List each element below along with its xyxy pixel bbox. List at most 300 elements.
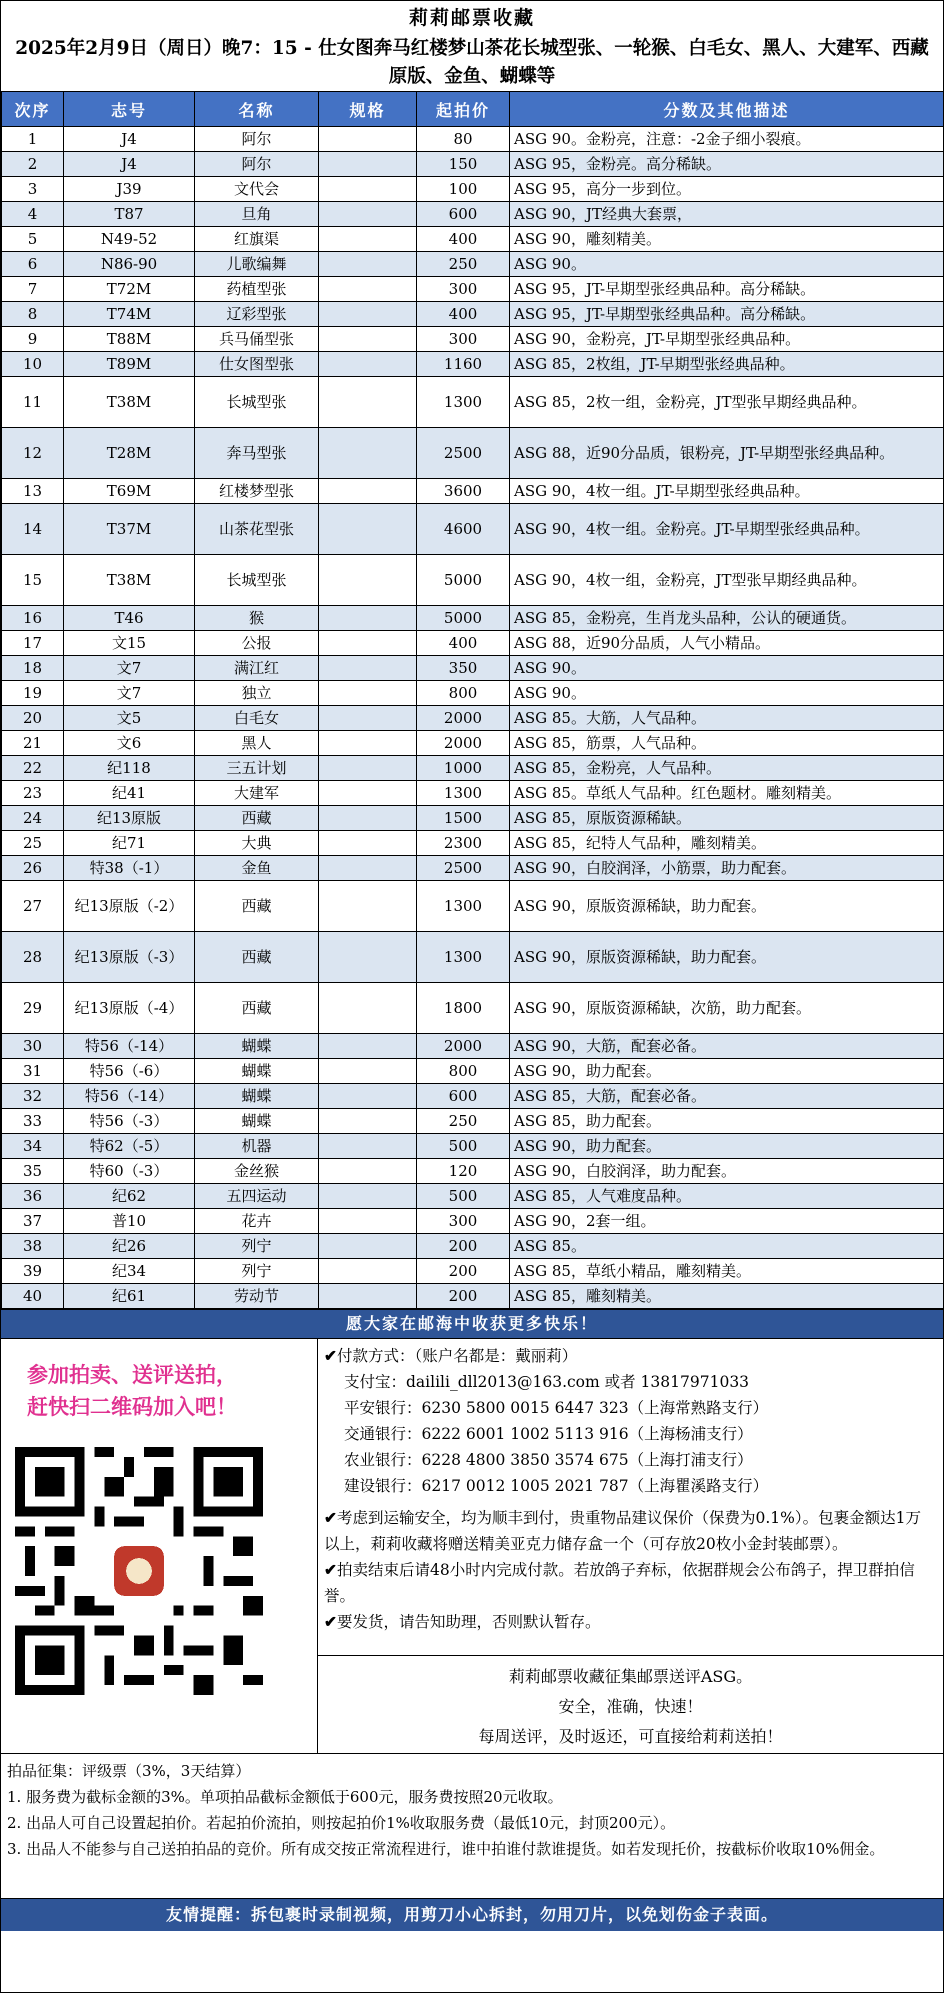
cell-spec [319, 1134, 417, 1159]
cell-spec [319, 127, 417, 152]
terms-line: 3. 出品人不能参与自己送拍拍品的竞价。所有成交按正常流程进行，谁中拍谁付款谁提货。如若发现托价，按截标价收取10%佣金。 [7, 1840, 885, 1858]
consignment-terms [1, 1753, 943, 1898]
cell-price: 4600 [417, 504, 510, 555]
cell-no: 28 [2, 932, 64, 983]
cell-name: 大建军 [195, 781, 319, 806]
table-row [2, 1259, 944, 1284]
cell-spec [319, 277, 417, 302]
cell-no: 20 [2, 706, 64, 731]
check-icon: ✔ [324, 1612, 337, 1631]
cell-price: 100 [417, 177, 510, 202]
cell-code: 纪13原版 [64, 806, 195, 831]
cell-desc: ASG 88，近90分品质，人气小精品。 [510, 631, 944, 656]
cell-desc: ASG 90，雕刻精美。 [510, 227, 944, 252]
cell-price: 1800 [417, 983, 510, 1034]
cell-desc: ASG 90，白胶润泽，助力配套。 [510, 1159, 944, 1184]
cell-name: 列宁 [195, 1259, 319, 1284]
cell-spec [319, 177, 417, 202]
cell-price: 1300 [417, 881, 510, 932]
cell-desc: ASG 90，JT经典大套票， [510, 202, 944, 227]
cell-desc: ASG 85，2枚组，JT-早期型张经典品种。 [510, 352, 944, 377]
cell-desc: ASG 85，2枚一组，金粉亮，JT型张早期经典品种。 [510, 377, 944, 428]
cell-spec [319, 831, 417, 856]
cell-desc: ASG 85，原版资源稀缺。 [510, 806, 944, 831]
cell-name: 黑人 [195, 731, 319, 756]
cell-code: T89M [64, 352, 195, 377]
table-row [2, 227, 944, 252]
cell-code: 纪61 [64, 1284, 195, 1309]
cell-spec [319, 152, 417, 177]
cell-no: 35 [2, 1159, 64, 1184]
payment-panel [318, 1339, 943, 1753]
cell-spec [319, 756, 417, 781]
cell-price: 500 [417, 1184, 510, 1209]
cell-desc: ASG 90，大筋，配套必备。 [510, 1034, 944, 1059]
table-row [2, 277, 944, 302]
asg-line: 莉莉邮票收藏征集邮票送评ASG。 [508, 1667, 753, 1686]
bank-account[interactable]: 平安银行：6230 5800 0015 6447 323（上海常熟路支行） [344, 1399, 769, 1417]
cell-price: 200 [417, 1284, 510, 1309]
table-row [2, 352, 944, 377]
cell-price: 1000 [417, 756, 510, 781]
cell-code: 文5 [64, 706, 195, 731]
table-row [2, 881, 944, 932]
cell-name: 西藏 [195, 806, 319, 831]
table-row [2, 1209, 944, 1234]
cell-no: 11 [2, 377, 64, 428]
cell-name: 白毛女 [195, 706, 319, 731]
table-row [2, 706, 944, 731]
cell-price: 1500 [417, 806, 510, 831]
cell-name: 蝴蝶 [195, 1034, 319, 1059]
reminder-footer: 友情提醒：拆包裹时录制视频，用剪刀小心拆封，勿用刀片，以免划伤金子表面。 [1, 1898, 943, 1931]
cell-price: 600 [417, 1084, 510, 1109]
cell-price: 200 [417, 1259, 510, 1284]
bank-account[interactable]: 农业银行：6228 4800 3850 3574 675（上海打浦支行） [344, 1451, 753, 1469]
cell-spec [319, 606, 417, 631]
cell-no: 4 [2, 202, 64, 227]
cell-no: 21 [2, 731, 64, 756]
cell-desc: ASG 85，纪特人气品种，雕刻精美。 [510, 831, 944, 856]
cell-name: 旦角 [195, 202, 319, 227]
cell-spec [319, 881, 417, 932]
lots-table [1, 91, 944, 1309]
cell-spec [319, 202, 417, 227]
cell-spec [319, 781, 417, 806]
column-header: 规格 [319, 92, 417, 127]
cell-price: 800 [417, 1059, 510, 1084]
cell-spec [319, 302, 417, 327]
cell-no: 6 [2, 252, 64, 277]
cell-no: 27 [2, 881, 64, 932]
table-row [2, 202, 944, 227]
cell-name: 阿尔 [195, 127, 319, 152]
cell-spec [319, 252, 417, 277]
cell-price: 600 [417, 202, 510, 227]
cell-price: 2000 [417, 1034, 510, 1059]
cell-name: 红楼梦型张 [195, 479, 319, 504]
cell-no: 22 [2, 756, 64, 781]
table-row [2, 731, 944, 756]
check-icon: ✔ [324, 1346, 337, 1365]
cell-code: 普10 [64, 1209, 195, 1234]
cell-name: 蝴蝶 [195, 1109, 319, 1134]
cell-name: 西藏 [195, 881, 319, 932]
table-row [2, 377, 944, 428]
check-icon: ✔ [324, 1508, 337, 1527]
cell-desc: ASG 90，原版资源稀缺，助力配套。 [510, 881, 944, 932]
cell-name: 独立 [195, 681, 319, 706]
cell-desc: ASG 90，原版资源稀缺，助力配套。 [510, 932, 944, 983]
table-row [2, 504, 944, 555]
cell-no: 2 [2, 152, 64, 177]
shipping-note: ✔考虑到运输安全，均为顺丰到付，贵重物品建议保价（保费为0.1%）。包裹金额达1万以上，莉莉收藏将赠送精美亚克力储存盒一个（可存放20枚小金封装邮票）。 [324, 1508, 921, 1553]
auction-subtitle: 2025年2月9日（周日）晚7：15 - 仕女图奔马红楼梦山茶花长城型张、一轮猴、白毛女、黑人、大建军、西藏原版、金鱼、蝴蝶等 [15, 38, 929, 87]
terms-line: 1. 服务费为截标金额的3%。单项拍品截标金额低于600元，服务费按照20元收取。 [7, 1788, 563, 1806]
cell-desc: ASG 90，白胶润泽，小筋票，助力配套。 [510, 856, 944, 881]
cell-name: 奔马型张 [195, 428, 319, 479]
cell-code: J4 [64, 152, 195, 177]
cell-no: 38 [2, 1234, 64, 1259]
cell-spec [319, 1159, 417, 1184]
cell-price: 250 [417, 1109, 510, 1134]
cell-no: 39 [2, 1259, 64, 1284]
cell-code: 纪118 [64, 756, 195, 781]
cell-code: 文15 [64, 631, 195, 656]
cell-name: 仕女图型张 [195, 352, 319, 377]
cell-price: 300 [417, 1209, 510, 1234]
column-header: 名称 [195, 92, 319, 127]
cell-code: 文7 [64, 656, 195, 681]
table-row [2, 1159, 944, 1184]
cell-spec [319, 706, 417, 731]
cell-name: 长城型张 [195, 377, 319, 428]
cell-code: T72M [64, 277, 195, 302]
cell-price: 150 [417, 152, 510, 177]
cell-desc: ASG 90，4枚一组。JT-早期型张经典品种。 [510, 479, 944, 504]
cell-name: 劳动节 [195, 1284, 319, 1309]
table-row [2, 831, 944, 856]
cell-no: 9 [2, 327, 64, 352]
table-row [2, 302, 944, 327]
table-row [2, 177, 944, 202]
cell-desc: ASG 90，2套一组。 [510, 1209, 944, 1234]
cell-no: 13 [2, 479, 64, 504]
cell-desc: ASG 85，人气难度品种。 [510, 1184, 944, 1209]
cell-desc: ASG 85，金粉亮，人气品种。 [510, 756, 944, 781]
qr-code[interactable] [15, 1447, 263, 1695]
cell-spec [319, 428, 417, 479]
column-header: 次序 [2, 92, 64, 127]
cell-code: N86-90 [64, 252, 195, 277]
bank-account[interactable]: 建设银行：6217 0012 1005 2021 787（上海瞿溪路支行） [344, 1477, 769, 1495]
cell-no: 14 [2, 504, 64, 555]
terms-line: 拍品征集：评级票（3%，3天结算） [7, 1762, 251, 1780]
cell-price: 400 [417, 227, 510, 252]
cell-price: 1300 [417, 377, 510, 428]
table-row [2, 606, 944, 631]
cell-name: 列宁 [195, 1234, 319, 1259]
table-row [2, 1059, 944, 1084]
table-row [2, 932, 944, 983]
cell-code: 特60（-3） [64, 1159, 195, 1184]
cell-name: 蝴蝶 [195, 1084, 319, 1109]
asg-service-box [318, 1655, 943, 1753]
table-header-row [2, 92, 944, 127]
cell-desc: ASG 85。草纸人气品种。红色题材。雕刻精美。 [510, 781, 944, 806]
cell-code: T88M [64, 327, 195, 352]
promo-line: 赶快扫二维码加入吧！ [27, 1394, 237, 1419]
cell-code: T28M [64, 428, 195, 479]
cell-price: 300 [417, 277, 510, 302]
cell-name: 猴 [195, 606, 319, 631]
promo-line: 参加拍卖、送评送拍， [27, 1362, 237, 1387]
cell-spec [319, 1034, 417, 1059]
cell-spec [319, 1059, 417, 1084]
table-row [2, 1084, 944, 1109]
cell-code: 特56（-14） [64, 1034, 195, 1059]
cell-no: 23 [2, 781, 64, 806]
cell-name: 西藏 [195, 932, 319, 983]
cell-name: 文代会 [195, 177, 319, 202]
cell-spec [319, 1209, 417, 1234]
cell-spec [319, 227, 417, 252]
cell-no: 33 [2, 1109, 64, 1134]
cell-spec [319, 806, 417, 831]
wishes-banner: 愿大家在邮海中收获更多快乐！ [1, 1309, 943, 1338]
delivery-note: ✔要发货，请告知助理，否则默认暂存。 [324, 1612, 601, 1631]
cell-no: 12 [2, 428, 64, 479]
cell-spec [319, 1234, 417, 1259]
cell-name: 金丝猴 [195, 1159, 319, 1184]
promo-text [1, 1339, 317, 1423]
cell-name: 金鱼 [195, 856, 319, 881]
cell-spec [319, 932, 417, 983]
table-row [2, 856, 944, 881]
cell-no: 17 [2, 631, 64, 656]
table-row [2, 1034, 944, 1059]
cell-code: 文6 [64, 731, 195, 756]
table-row [2, 656, 944, 681]
cell-desc: ASG 95，JT-早期型张经典品种。高分稀缺。 [510, 302, 944, 327]
table-row [2, 152, 944, 177]
cell-code: J39 [64, 177, 195, 202]
cell-price: 250 [417, 252, 510, 277]
cell-name: 蝴蝶 [195, 1059, 319, 1084]
cell-desc: ASG 90，助力配套。 [510, 1059, 944, 1084]
cell-code: J4 [64, 127, 195, 152]
table-row [2, 428, 944, 479]
cell-no: 10 [2, 352, 64, 377]
cell-desc: ASG 88，近90分品质，银粉亮，JT-早期型张经典品种。 [510, 428, 944, 479]
cell-desc: ASG 90，金粉亮，JT-早期型张经典品种。 [510, 327, 944, 352]
cell-desc: ASG 90，原版资源稀缺，次筋，助力配套。 [510, 983, 944, 1034]
cell-spec [319, 983, 417, 1034]
cell-code: 文7 [64, 681, 195, 706]
cell-spec [319, 327, 417, 352]
table-row [2, 1109, 944, 1134]
cell-price: 1160 [417, 352, 510, 377]
cell-desc: ASG 85，大筋，配套必备。 [510, 1084, 944, 1109]
cell-spec [319, 1109, 417, 1134]
cell-code: T74M [64, 302, 195, 327]
table-row [2, 681, 944, 706]
cell-spec [319, 656, 417, 681]
cell-desc: ASG 90。 [510, 656, 944, 681]
cell-price: 1300 [417, 932, 510, 983]
table-row [2, 1234, 944, 1259]
cell-name: 大典 [195, 831, 319, 856]
cell-code: 特56（-14） [64, 1084, 195, 1109]
cell-no: 19 [2, 681, 64, 706]
cell-no: 7 [2, 277, 64, 302]
table-row [2, 983, 944, 1034]
cell-price: 3600 [417, 479, 510, 504]
cell-code: 特62（-5） [64, 1134, 195, 1159]
cell-code: N49-52 [64, 227, 195, 252]
cell-desc: ASG 90，助力配套。 [510, 1134, 944, 1159]
lots-body [2, 127, 944, 1309]
cell-name: 三五计划 [195, 756, 319, 781]
cell-no: 18 [2, 656, 64, 681]
info-section [1, 1338, 943, 1753]
table-row [2, 806, 944, 831]
cell-spec [319, 1184, 417, 1209]
cell-name: 五四运动 [195, 1184, 319, 1209]
cell-price: 5000 [417, 555, 510, 606]
cell-name: 药植型张 [195, 277, 319, 302]
table-row [2, 479, 944, 504]
cell-no: 26 [2, 856, 64, 881]
cell-price: 2500 [417, 856, 510, 881]
table-row [2, 631, 944, 656]
column-header: 分数及其他描述 [510, 92, 944, 127]
cell-no: 32 [2, 1084, 64, 1109]
cell-name: 山茶花型张 [195, 504, 319, 555]
alipay-account[interactable]: 支付宝：dailili_dll2013@163.com 或者 13817971033 [344, 1373, 750, 1391]
column-header: 志号 [64, 92, 195, 127]
cell-price: 80 [417, 127, 510, 152]
cell-price: 200 [417, 1234, 510, 1259]
page-title: 莉莉邮票收藏 [408, 7, 535, 29]
cell-no: 31 [2, 1059, 64, 1084]
cell-desc: ASG 85，雕刻精美。 [510, 1284, 944, 1309]
cell-name: 花卉 [195, 1209, 319, 1234]
cell-price: 2500 [417, 428, 510, 479]
cell-desc: ASG 85，草纸小精品，雕刻精美。 [510, 1259, 944, 1284]
cell-code: T38M [64, 377, 195, 428]
table-row [2, 781, 944, 806]
cell-spec [319, 856, 417, 881]
cell-name: 西藏 [195, 983, 319, 1034]
cell-spec [319, 504, 417, 555]
cell-code: T69M [64, 479, 195, 504]
cell-code: 纪26 [64, 1234, 195, 1259]
terms-line: 2. 出品人可自己设置起拍价。若起拍价流拍，则按起拍价1%收取服务费（最低10元，封顶200元）。 [7, 1814, 676, 1832]
cell-name: 长城型张 [195, 555, 319, 606]
cell-price: 5000 [417, 606, 510, 631]
cell-no: 40 [2, 1284, 64, 1309]
cell-price: 2300 [417, 831, 510, 856]
cell-code: T87 [64, 202, 195, 227]
cell-name: 阿尔 [195, 152, 319, 177]
cell-price: 800 [417, 681, 510, 706]
cell-no: 37 [2, 1209, 64, 1234]
cell-no: 5 [2, 227, 64, 252]
cell-desc: ASG 85。 [510, 1234, 944, 1259]
cell-code: 特38（-1） [64, 856, 195, 881]
table-row [2, 327, 944, 352]
cell-no: 34 [2, 1134, 64, 1159]
cell-code: T38M [64, 555, 195, 606]
cell-no: 36 [2, 1184, 64, 1209]
cell-spec [319, 1284, 417, 1309]
cell-no: 15 [2, 555, 64, 606]
check-icon: ✔ [324, 1560, 337, 1579]
cell-code: 纪34 [64, 1259, 195, 1284]
cell-desc: ASG 85。大筋，人气品种。 [510, 706, 944, 731]
cell-code: 纪13原版（-3） [64, 932, 195, 983]
cell-no: 25 [2, 831, 64, 856]
payment-heading: ✔付款方式：（账户名都是：戴丽莉） [324, 1346, 578, 1365]
cell-no: 8 [2, 302, 64, 327]
cell-desc: ASG 90。 [510, 681, 944, 706]
cell-spec [319, 555, 417, 606]
asg-line: 安全，准确，快速！ [558, 1697, 703, 1716]
cell-code: 纪13原版（-4） [64, 983, 195, 1034]
cell-desc: ASG 85，助力配套。 [510, 1109, 944, 1134]
cell-code: 纪62 [64, 1184, 195, 1209]
cell-name: 满江红 [195, 656, 319, 681]
cell-spec [319, 377, 417, 428]
cell-code: 特56（-3） [64, 1109, 195, 1134]
cell-price: 400 [417, 302, 510, 327]
cell-name: 辽彩型张 [195, 302, 319, 327]
table-row [2, 127, 944, 152]
table-row [2, 756, 944, 781]
cell-no: 24 [2, 806, 64, 831]
table-row [2, 1184, 944, 1209]
asg-line: 每周送评，及时返还，可直接给莉莉送拍！ [478, 1727, 783, 1746]
cell-code: 特56（-6） [64, 1059, 195, 1084]
cell-desc: ASG 95，高分一步到位。 [510, 177, 944, 202]
cell-price: 400 [417, 631, 510, 656]
cell-price: 1300 [417, 781, 510, 806]
table-row [2, 252, 944, 277]
table-row [2, 1134, 944, 1159]
cell-no: 29 [2, 983, 64, 1034]
cell-desc: ASG 90。 [510, 252, 944, 277]
payment-deadline-note: ✔拍卖结束后请48小时内完成付款。若放鸽子弃标，依据群规会公布鸽子，捍卫群拍信誉。 [324, 1560, 915, 1605]
table-row [2, 555, 944, 606]
payment-info [318, 1339, 943, 1655]
cell-no: 3 [2, 177, 64, 202]
cell-spec [319, 631, 417, 656]
cell-no: 1 [2, 127, 64, 152]
cell-spec [319, 479, 417, 504]
cell-name: 公报 [195, 631, 319, 656]
cell-spec [319, 352, 417, 377]
cell-desc: ASG 85，筋票，人气品种。 [510, 731, 944, 756]
cell-no: 16 [2, 606, 64, 631]
column-header: 起拍价 [417, 92, 510, 127]
cell-code: 纪13原版（-2） [64, 881, 195, 932]
cell-name: 红旗渠 [195, 227, 319, 252]
cell-price: 350 [417, 656, 510, 681]
bank-account[interactable]: 交通银行：6222 6001 1002 5113 916（上海杨浦支行） [344, 1425, 753, 1443]
table-row [2, 1284, 944, 1309]
cell-desc: ASG 90，4枚一组，金粉亮，JT型张早期经典品种。 [510, 555, 944, 606]
